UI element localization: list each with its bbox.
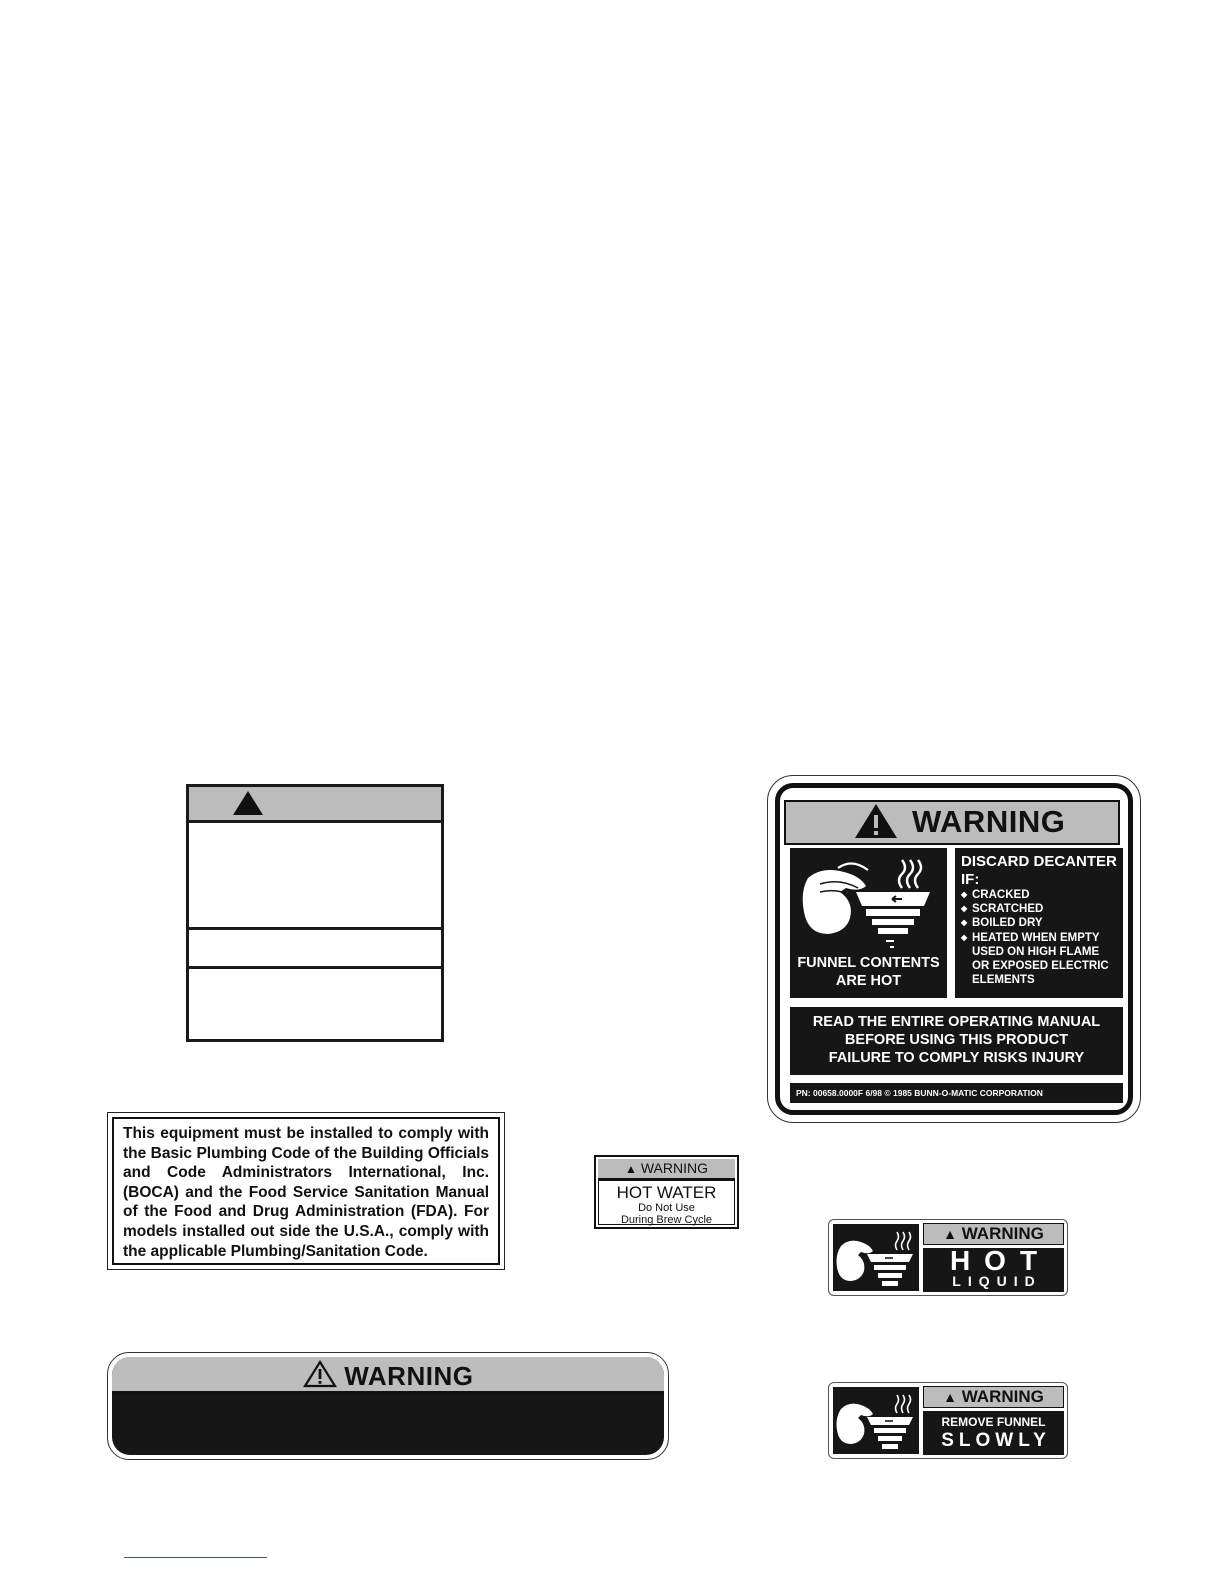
- hot-water-title: HOT WATER: [616, 1183, 717, 1202]
- hand-funnel-steam-icon: [790, 848, 947, 998]
- hot-liquid-label: [828, 1219, 1068, 1296]
- hot-liquid-line: HOT: [949, 1245, 1052, 1276]
- hot-liquid-line: LIQUID: [952, 1273, 1042, 1289]
- remove-funnel-line: REMOVE FUNNEL: [941, 1415, 1046, 1429]
- divider: [189, 927, 441, 930]
- blank-caution-label: [186, 784, 444, 1042]
- long-warning-title: WARNING: [344, 1361, 474, 1391]
- hot-water-header: [598, 1159, 735, 1180]
- warning-triangle-icon: [303, 1360, 337, 1388]
- warning-triangle-icon: ▲: [943, 1389, 957, 1405]
- caution-label-header: [189, 787, 441, 823]
- part-number: PN: 00658.0000F 6/98 © 1985 BUNN-O-MATIC CORPORATION: [790, 1083, 1123, 1103]
- remove-funnel-line: SLOWLY: [941, 1430, 1051, 1451]
- discard-item: OR EXPOSED ELECTRIC: [972, 960, 1109, 973]
- hot-water-line: Do Not Use: [638, 1202, 695, 1214]
- discard-item: ◆ SCRATCHED: [961, 902, 1109, 916]
- read-manual-panel: [790, 1007, 1123, 1075]
- decanter-warning-header: [784, 800, 1120, 845]
- read-notice-line: READ THE ENTIRE OPERATING MANUAL: [812, 1014, 1101, 1030]
- long-warning-label: [107, 1352, 669, 1460]
- warning-triangle-icon: ▲: [943, 1226, 957, 1242]
- divider: [189, 966, 441, 969]
- remove-funnel-header: [923, 1386, 1064, 1408]
- discard-item: ELEMENTS: [972, 974, 1035, 987]
- warning-triangle-icon: [854, 803, 898, 839]
- plumbing-notice-text: This equipment must be installed to comply with the Basic Plumbing Code of the Building Officials and Code Administrators International, Inc. (BOCA) and the Food Service Sanitation Manual of the Food and Drug Administration (FDA). For models installed out side the U.S.A., comply with the applicable Plumbing/Sanitation Code.: [112, 1117, 500, 1265]
- long-warning-header: [112, 1357, 664, 1394]
- discard-heading: DISCARD DECANTER: [961, 853, 1117, 870]
- decanter-warning-title: WARNING: [912, 804, 1066, 839]
- hot-liquid-header: [923, 1223, 1064, 1245]
- hand-funnel-steam-icon: [833, 1387, 919, 1454]
- hot-water-label: [594, 1155, 739, 1229]
- footer-rule: [124, 1557, 267, 1558]
- discard-decanter-panel: [955, 848, 1123, 998]
- pictogram-caption-line: FUNNEL CONTENTS: [797, 955, 940, 971]
- discard-item: ◆ CRACKED: [961, 888, 1109, 902]
- warning-triangle-icon: ▲: [625, 1162, 637, 1176]
- hot-water-warning: WARNING: [640, 1160, 708, 1176]
- discard-item: ◆ HEATED WHEN EMPTY: [961, 931, 1109, 945]
- read-notice-line: BEFORE USING THIS PRODUCT: [844, 1032, 1069, 1048]
- discard-heading: IF:: [961, 871, 980, 888]
- hot-water-line: During Brew Cycle: [620, 1214, 713, 1226]
- read-notice-line: FAILURE TO COMPLY RISKS INJURY: [828, 1050, 1085, 1066]
- discard-item: USED ON HIGH FLAME: [972, 945, 1100, 958]
- discard-item: ◆ BOILED DRY: [961, 916, 1109, 930]
- decanter-warning-label: [767, 775, 1141, 1123]
- hot-liquid-warning: WARNING: [961, 1224, 1044, 1243]
- remove-funnel-label: [828, 1382, 1068, 1459]
- pictogram-caption-line: ARE HOT: [835, 973, 902, 989]
- warning-triangle-icon: [233, 791, 263, 815]
- remove-funnel-warning: WARNING: [961, 1387, 1044, 1406]
- plumbing-notice: [107, 1112, 505, 1270]
- hand-funnel-steam-icon: [833, 1224, 919, 1291]
